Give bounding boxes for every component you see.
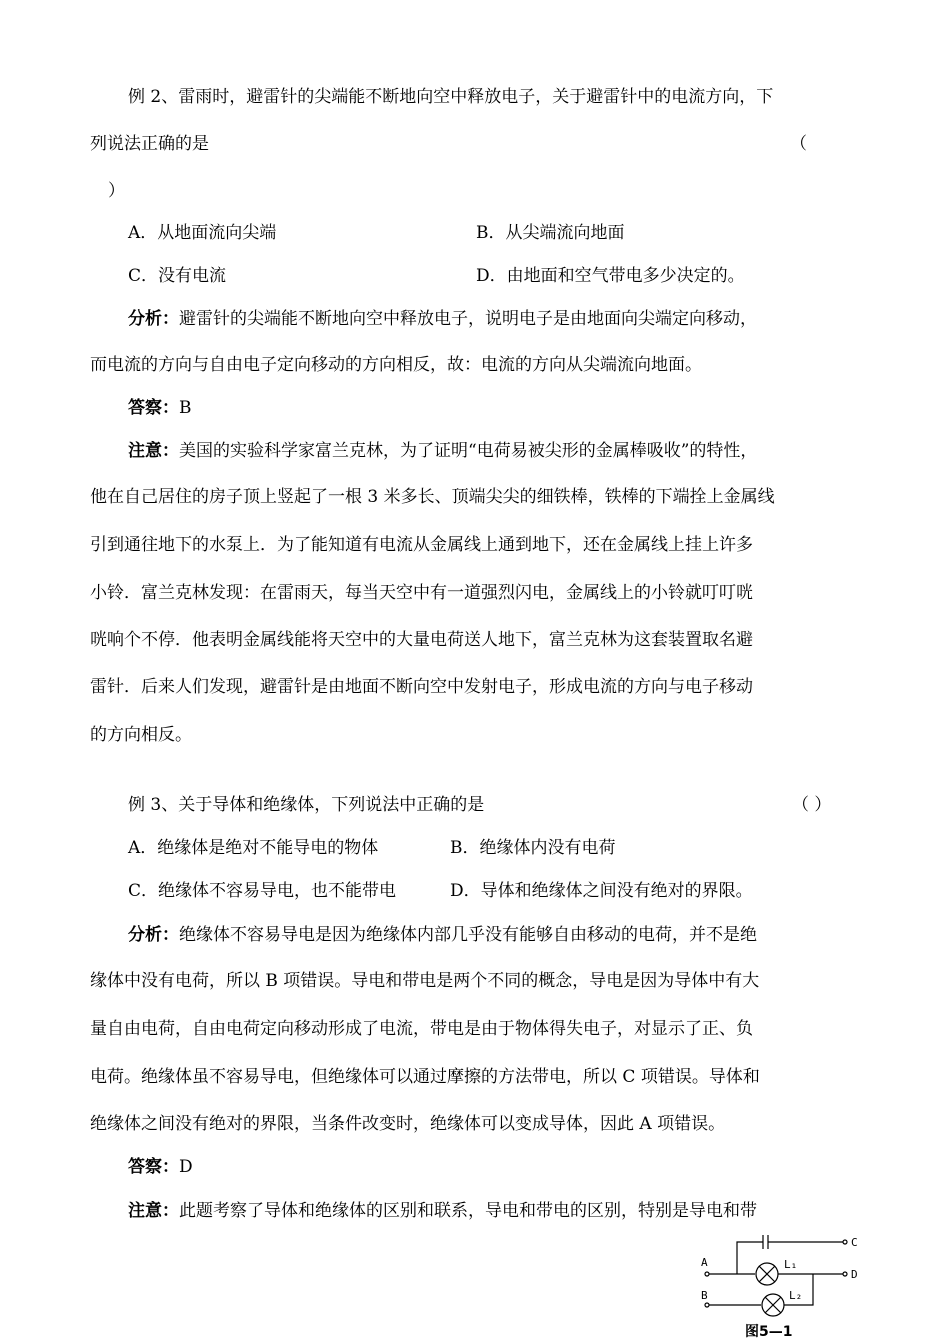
ex2-option-b: B．从尖端流向地面 <box>476 223 625 243</box>
ex2-note-line3: 引到通往地下的水泵上．为了能知道有电流从金属线上通到地下，还在金属线上挂上许多 <box>90 535 753 555</box>
terminal-d-label: D <box>851 1268 858 1281</box>
ex3-analysis-line3: 量自由电荷，自由电荷定向移动形成了电流，带电是由于物体得失电子，对显示了正、负 <box>90 1019 753 1039</box>
ex3-answer-label: 答察： <box>128 1157 179 1177</box>
lamp-l1-label: L₁ <box>784 1258 798 1271</box>
ex2-note-line2: 他在自己居住的房子顶上竖起了一根 3 米多长、顶端尖尖的细铁棒，铁棒的下端拴上金属线 <box>90 487 775 507</box>
ex3-note-label: 注意： <box>128 1201 179 1221</box>
ex3-paren: （ ） <box>792 795 832 815</box>
ex3-analysis-label: 分析： <box>128 925 179 945</box>
ex3-analysis-text: 绝缘体不容易导电是因为绝缘体内部几乎没有能够自由移动的电荷，并不是绝 <box>179 925 757 945</box>
figure-caption: 图5—1 <box>745 1324 793 1340</box>
ex2-analysis-label: 分析： <box>128 309 179 329</box>
ex3-analysis-line2: 缘体中没有电荷，所以 B 项错误。导电和带电是两个不同的概念，导电是因为导体中有大 <box>90 971 760 991</box>
terminal-b-label: B <box>701 1289 708 1302</box>
ex2-answer-value: B <box>179 398 192 418</box>
terminal-d-dot <box>843 1272 847 1276</box>
terminal-a-dot <box>705 1272 709 1276</box>
ex2-option-a: A．从地面流向尖端 <box>128 223 277 243</box>
ex3-answer <box>128 1156 193 1178</box>
ex2-analysis-text: 避雷针的尖端能不断地向空中释放电子，说明电子是由地面向尖端定向移动， <box>179 309 757 329</box>
ex2-note-text: 美国的实验科学家富兰克林，为了证明“电荷易被尖形的金属棒吸收”的特性， <box>179 441 758 461</box>
ex2-question-line2: 列说法正确的是 <box>90 134 209 154</box>
ex3-option-b: B．绝缘体内没有电荷 <box>450 838 616 858</box>
ex2-note-line7: 的方向相反。 <box>90 725 192 745</box>
ex2-option-c: C．没有电流 <box>128 266 227 286</box>
terminal-a-label: A <box>701 1256 708 1269</box>
terminal-c-label: C <box>851 1236 858 1249</box>
wire-top-left <box>737 1242 763 1274</box>
ex3-note-line1 <box>128 1200 757 1222</box>
ex3-note-text: 此题考察了导体和绝缘体的区别和联系，导电和带电的区别，特别是导电和带 <box>179 1201 757 1221</box>
ex2-analysis-line2: 而电流的方向与自由电子定向移动的方向相反，故：电流的方向从尖端流向地面。 <box>90 355 702 375</box>
ex2-note-line5: 咣响个不停．他表明金属线能将天空中的大量电荷送人地下，富兰克林为这套装置取名避 <box>90 630 753 650</box>
circuit-figure <box>695 1228 865 1340</box>
ex3-answer-value: D <box>179 1157 193 1177</box>
ex2-option-d: D．由地面和空气带电多少决定的。 <box>476 266 745 286</box>
ex2-question-line1: 例 2、雷雨时，避雷针的尖端能不断地向空中释放电子，关于避雷针中的电流方向，下 <box>128 87 774 107</box>
ex3-analysis-line4: 电荷。绝缘体虽不容易导电，但绝缘体可以通过摩擦的方法带电，所以 C 项错误。导体和 <box>90 1067 760 1087</box>
ex2-answer <box>128 397 192 419</box>
ex2-paren-close: ） <box>108 181 125 201</box>
ex3-option-a: A．绝缘体是绝对不能导电的物体 <box>128 838 379 858</box>
ex2-note-line4: 小铃．富兰克林发现：在雷雨天，每当天空中有一道强烈闪电，金属线上的小铃就叮叮咣 <box>90 583 753 603</box>
ex2-paren-open: （ <box>790 134 807 154</box>
ex3-question-line1: 例 3、关于导体和绝缘体，下列说法中正确的是 <box>128 795 485 815</box>
terminal-c-dot <box>843 1240 847 1244</box>
ex2-note-label: 注意： <box>128 441 179 461</box>
ex2-answer-label: 答察： <box>128 398 179 418</box>
ex2-note-line1 <box>128 440 757 462</box>
ex3-analysis-line5: 绝缘体之间没有绝对的界限，当条件改变时，绝缘体可以变成导体，因此 A 项错误。 <box>90 1114 726 1134</box>
ex2-analysis-line1 <box>128 308 757 330</box>
ex3-option-d: D．导体和绝缘体之间没有绝对的界限。 <box>450 881 753 901</box>
lamp-l2-label: L₂ <box>789 1289 803 1302</box>
terminal-b-dot <box>705 1303 709 1307</box>
ex3-option-c: C．绝缘体不容易导电，也不能带电 <box>128 881 397 901</box>
ex2-note-line6: 雷针．后来人们发现，避雷针是由地面不断向空中发射电子，形成电流的方向与电子移动 <box>90 677 753 697</box>
ex3-analysis-line1 <box>128 924 757 946</box>
